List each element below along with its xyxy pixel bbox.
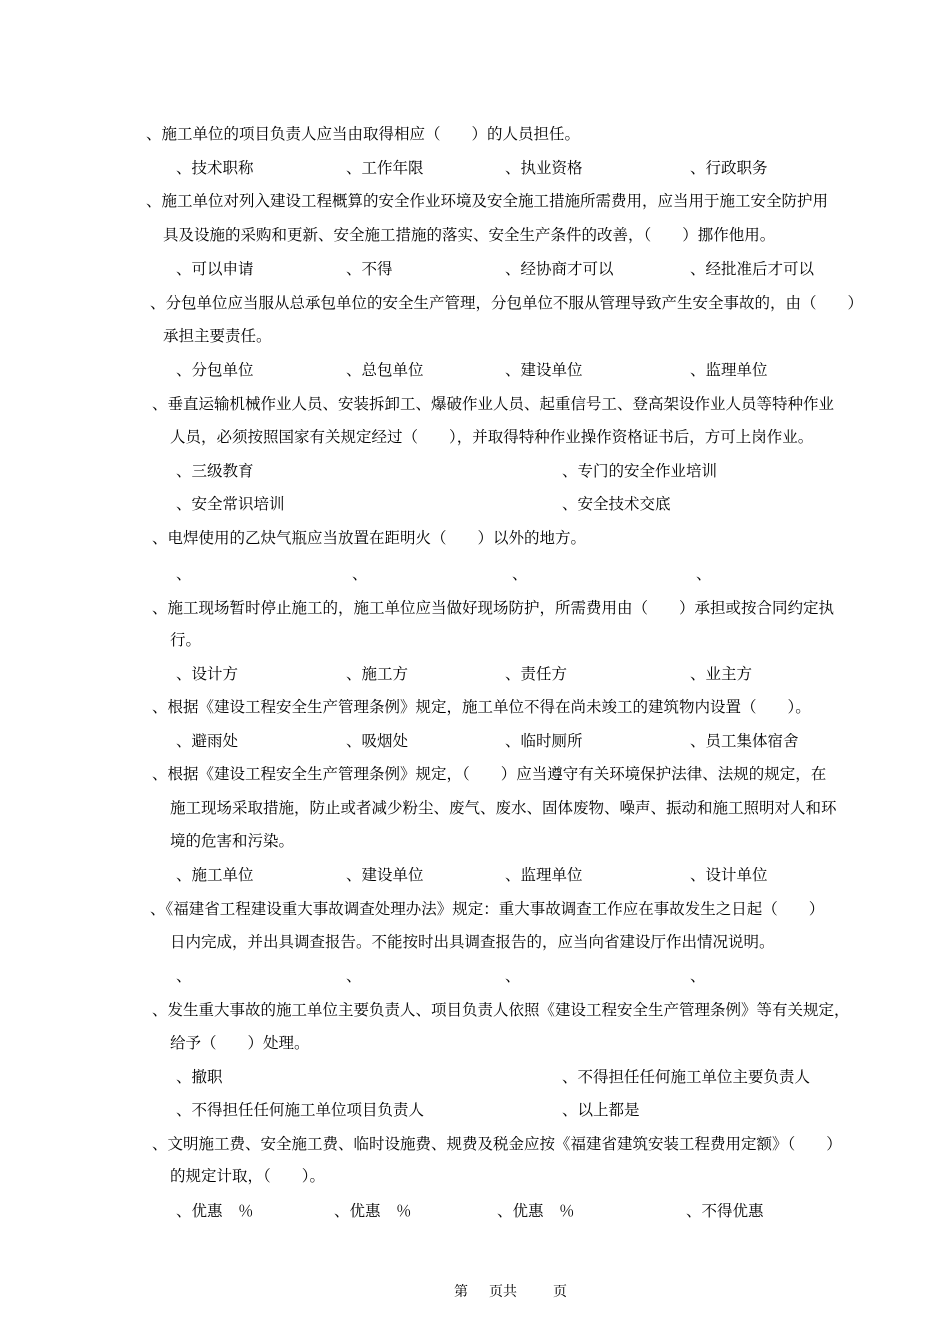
question-6-option-b: 、施工方	[346, 665, 409, 683]
question-2-line-2: 具及设施的采购和更新、安全施工措施的落实、安全生产条件的改善，（ ）挪作他用。	[163, 226, 776, 244]
question-4-option-a: 、三级教育	[176, 462, 254, 480]
question-7-line-1: 、根据《建设工程安全生产管理条例》规定，施工单位不得在尚未竣工的建筑物内设置（ ）。	[152, 698, 811, 716]
question-3-option-b: 、总包单位	[346, 361, 424, 379]
question-7-option-a: 、避雨处	[176, 732, 239, 750]
footer-total-label: 页共	[489, 1284, 517, 1300]
question-6-option-c: 、责任方	[505, 665, 568, 683]
footer-page-label: 第	[454, 1284, 468, 1300]
footer-end-label: 页	[553, 1284, 567, 1300]
question-4-option-b: 、专门的安全作业培训	[562, 462, 718, 480]
question-1-line-1: 、施工单位的项目负责人应当由取得相应（ ）的人员担任。	[146, 125, 581, 143]
question-1-option-d: 、行政职务	[690, 159, 768, 177]
question-4-option-d: 、安全技术交底	[562, 495, 671, 513]
question-1-option-a: 、技术职称	[176, 159, 254, 177]
question-9-line-2: 日内完成，并出具调查报告。不能按时出具调查报告的，应当向省建设厅作出情况说明。	[170, 933, 775, 951]
question-5-option-a: 、	[176, 565, 192, 583]
question-8-option-b: 、建设单位	[346, 866, 424, 884]
question-8-option-c: 、监理单位	[505, 866, 583, 884]
question-1-option-c: 、执业资格	[505, 159, 583, 177]
question-10-option-b: 、不得担任任何施工单位主要负责人	[562, 1068, 811, 1086]
question-9-option-a: 、	[176, 967, 192, 985]
question-5-option-b: 、	[352, 565, 368, 583]
page-footer	[0, 1282, 950, 1302]
question-8-line-1: 、根据《建设工程安全生产管理条例》规定，（ ）应当遵守有关环境保护法律、法规的规定，在	[152, 765, 827, 783]
question-9-option-d: 、	[690, 967, 706, 985]
question-10-line-1: 、发生重大事故的施工单位主要负责人、项目负责人依照《建设工程安全生产管理条例》等有关规定，	[152, 1001, 850, 1019]
question-6-option-a: 、设计方	[176, 665, 239, 683]
question-3-option-d: 、监理单位	[690, 361, 768, 379]
question-11-option-a: 、优惠 ％	[176, 1202, 254, 1220]
question-11-line-1: 、文明施工费、安全施工费、临时设施费、规费及税金应按《福建省建筑安装工程费用定额》（ ）	[152, 1135, 842, 1153]
question-10-option-d: 、以上都是	[562, 1101, 640, 1119]
question-8-line-3: 境的危害和污染。	[170, 832, 295, 850]
question-6-line-1: 、施工现场暂时停止施工的，施工单位应当做好现场防护，所需费用由（ ）承担或按合同约定执	[152, 599, 835, 617]
question-9-option-c: 、	[505, 967, 521, 985]
question-11-option-d: 、不得优惠	[686, 1202, 764, 1220]
question-2-option-b: 、不得	[346, 260, 393, 278]
question-10-option-a: 、撤职	[176, 1068, 223, 1086]
question-8-line-2: 施工现场采取措施，防止或者减少粉尘、废气、废水、固体废物、噪声、振动和施工照明对人和环	[170, 799, 837, 817]
question-1-option-b: 、工作年限	[346, 159, 424, 177]
question-4-line-1: 、垂直运输机械作业人员、安装拆卸工、爆破作业人员、起重信号工、登高架设作业人员等特种作业	[152, 395, 835, 413]
question-2-option-d: 、经批准后才可以	[690, 260, 815, 278]
question-11-line-2: 的规定计取，（ ）。	[170, 1167, 326, 1185]
question-5-option-d: 、	[696, 565, 712, 583]
question-3-line-2: 承担主要责任。	[163, 327, 272, 345]
question-2-line-1: 、施工单位对列入建设工程概算的安全作业环境及安全施工措施所需费用，应当用于施工安全防护用	[146, 192, 829, 210]
question-2-option-c: 、经协商才可以	[505, 260, 614, 278]
question-10-option-c: 、不得担任任何施工单位项目负责人	[176, 1101, 425, 1119]
question-5-line-1: 、电焊使用的乙炔气瓶应当放置在距明火（ ）以外的地方。	[152, 529, 587, 547]
question-8-option-a: 、施工单位	[176, 866, 254, 884]
question-7-option-d: 、员工集体宿舍	[690, 732, 799, 750]
question-3-option-a: 、分包单位	[176, 361, 254, 379]
question-3-line-1: 、分包单位应当服从总承包单位的安全生产管理，分包单位不服从管理导致产生安全事故的，由（ ）	[150, 294, 864, 312]
question-9-line-1: 、《福建省工程建设重大事故调查处理办法》规定：重大事故调查工作应在事故发生之日起（ ）	[150, 900, 825, 918]
question-2-option-a: 、可以申请	[176, 260, 254, 278]
question-3-option-c: 、建设单位	[505, 361, 583, 379]
question-6-option-d: 、业主方	[690, 665, 753, 683]
question-7-option-c: 、临时厕所	[505, 732, 583, 750]
question-10-line-2: 给予（ ）处理。	[170, 1034, 310, 1052]
question-6-line-2: 行。	[170, 631, 202, 649]
question-7-option-b: 、吸烟处	[346, 732, 409, 750]
question-4-option-c: 、安全常识培训	[176, 495, 285, 513]
question-11-option-c: 、优惠 ％	[497, 1202, 575, 1220]
question-8-option-d: 、设计单位	[690, 866, 768, 884]
question-11-option-b: 、优惠 ％	[334, 1202, 412, 1220]
question-9-option-b: 、	[346, 967, 362, 985]
question-4-line-2: 人员，必须按照国家有关规定经过（ ），并取得特种作业操作资格证书后，方可上岗作业。	[170, 428, 814, 446]
question-5-option-c: 、	[512, 565, 528, 583]
